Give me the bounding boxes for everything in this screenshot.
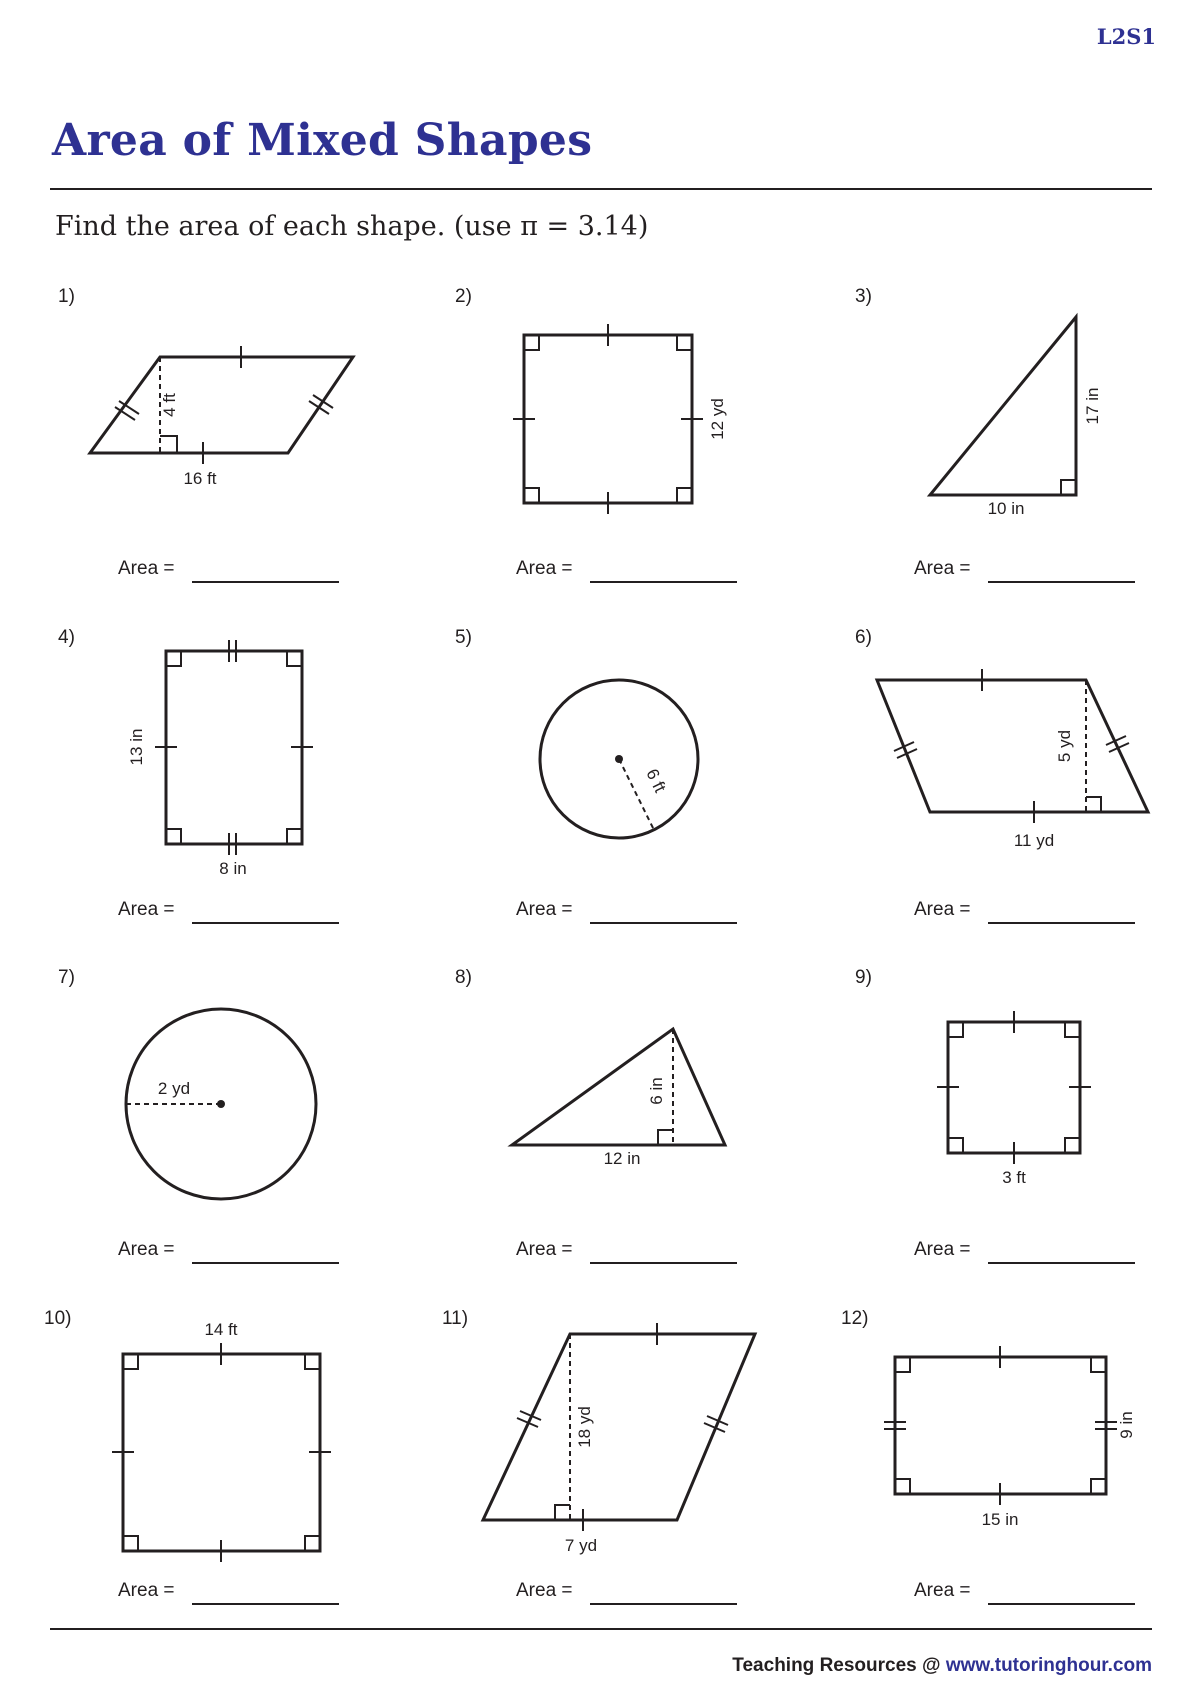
area-label: Area = — [516, 899, 573, 920]
problem-number: 4) — [58, 627, 75, 648]
height-label: 5 yd — [1055, 729, 1074, 763]
page-title: Area of Mixed Shapes — [52, 115, 593, 166]
right-angle-marks — [895, 1357, 1106, 1494]
problem-2 — [455, 286, 737, 582]
square-shape — [524, 335, 692, 503]
problem-1 — [58, 286, 353, 582]
right-triangle-shape — [930, 317, 1076, 495]
problem-6 — [855, 627, 1148, 923]
triangle-shape — [512, 1029, 725, 1145]
problem-9 — [855, 967, 1135, 1263]
problem-number: 11) — [442, 1308, 469, 1329]
square-shape — [123, 1354, 320, 1551]
footer-link[interactable]: www.tutoringhour.com — [945, 1655, 1152, 1676]
right-angle-mark — [160, 436, 177, 453]
problem-number: 10) — [44, 1308, 72, 1329]
height-label: 6 in — [647, 1077, 666, 1105]
right-angle-mark — [1061, 480, 1076, 495]
side-label: 12 yd — [708, 398, 727, 440]
area-label: Area = — [118, 1580, 175, 1601]
base-label: 15 in — [981, 1510, 1019, 1529]
side-tick-marks — [884, 1346, 1117, 1505]
right-angle-marks — [166, 651, 302, 844]
area-label: Area = — [118, 899, 175, 920]
side-label: 14 ft — [204, 1320, 238, 1339]
right-angle-mark — [658, 1130, 673, 1145]
footer-prefix: Teaching Resources @ — [732, 1655, 946, 1676]
problem-10 — [44, 1308, 339, 1604]
problem-number: 12) — [841, 1308, 869, 1329]
instructions: Find the area of each shape. (use π = 3.14) — [55, 211, 649, 242]
base-label: 10 in — [987, 499, 1025, 518]
height-label: 18 yd — [575, 1406, 594, 1448]
problem-number: 5) — [455, 627, 472, 648]
area-label: Area = — [118, 1239, 175, 1260]
problem-number: 8) — [455, 967, 472, 988]
problem-number: 1) — [58, 286, 75, 307]
base-label: 16 ft — [183, 469, 217, 488]
area-label: Area = — [914, 1580, 971, 1601]
rectangle-shape — [895, 1357, 1106, 1494]
base-label: 8 in — [219, 859, 247, 878]
side-tick-marks — [115, 346, 333, 464]
base-label: 7 yd — [564, 1536, 598, 1555]
radius-label: 6 ft — [642, 765, 670, 796]
problem-11 — [442, 1308, 755, 1604]
height-label: 13 in — [127, 728, 146, 766]
side-tick-marks — [112, 1343, 331, 1562]
right-angle-marks — [948, 1022, 1080, 1153]
footer — [732, 1655, 1152, 1677]
area-label: Area = — [516, 558, 573, 579]
base-label: 11 yd — [1013, 831, 1055, 850]
height-label: 4 ft — [160, 393, 179, 417]
right-angle-mark — [1086, 797, 1101, 812]
square-shape — [948, 1022, 1080, 1153]
area-label: Area = — [914, 1239, 971, 1260]
parallelogram-shape — [877, 680, 1148, 812]
problem-8 — [455, 967, 737, 1263]
right-angle-marks — [524, 335, 692, 503]
radius-line — [619, 759, 654, 830]
area-label: Area = — [516, 1580, 573, 1601]
side-tick-marks — [513, 324, 703, 514]
side-label: 3 ft — [1002, 1168, 1026, 1187]
problem-3 — [855, 286, 1135, 582]
right-angle-mark — [555, 1505, 570, 1520]
side-tick-marks — [517, 1323, 728, 1531]
area-label: Area = — [914, 558, 971, 579]
side-tick-marks — [155, 640, 313, 855]
problem-number: 3) — [855, 286, 872, 307]
problem-7 — [58, 967, 339, 1263]
problem-4 — [58, 627, 339, 923]
side-tick-marks — [937, 1011, 1091, 1164]
right-angle-marks — [123, 1354, 320, 1551]
height-label: 9 in — [1117, 1411, 1136, 1439]
problem-number: 7) — [58, 967, 75, 988]
problem-number: 2) — [455, 286, 472, 307]
area-label: Area = — [118, 558, 175, 579]
area-label: Area = — [516, 1239, 573, 1260]
footer-divider — [50, 1628, 1152, 1630]
area-label: Area = — [914, 899, 971, 920]
problem-number: 9) — [855, 967, 872, 988]
problem-5 — [455, 627, 737, 923]
radius-label: 2 yd — [157, 1079, 191, 1098]
base-label: 12 in — [603, 1149, 641, 1168]
height-label: 17 in — [1083, 387, 1102, 425]
problem-number: 6) — [855, 627, 872, 648]
problem-12 — [841, 1308, 1136, 1604]
side-tick-marks — [894, 669, 1129, 823]
worksheet-code: L2S1 — [1096, 24, 1156, 49]
rectangle-shape — [166, 651, 302, 844]
